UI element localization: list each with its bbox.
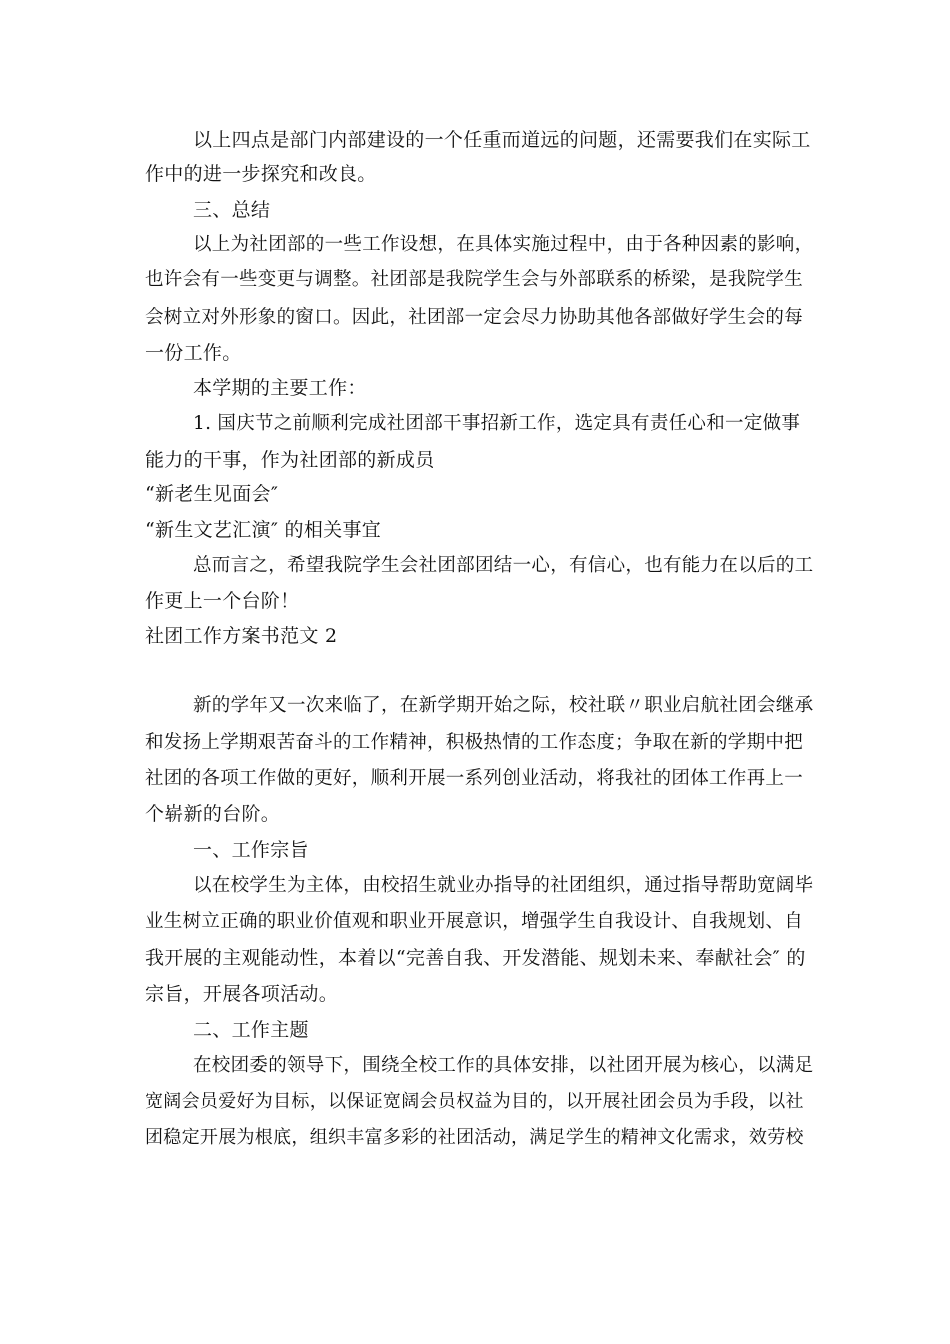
paragraph-line: 我开展的主观能动性，本着以“完善自我、开发潜能、规划未来、奉献社会″ 的 — [145, 947, 806, 969]
paragraph-line: 总而言之，希望我院学生会社团部团结一心，有信心，也有能力在以后的工 — [193, 555, 814, 576]
paragraph-line: 个崭新的台阶。 — [145, 803, 281, 825]
paragraph-line: 宽阔会员爱好为目标，以保证宽阔会员权益为目的，以开展社团会员为手段，以社 — [145, 1091, 804, 1112]
paragraph-line: 业生树立正确的职业价值观和职业开展意识，增强学生自我设计、自我规划、自 — [145, 911, 804, 932]
paragraph-line: 团稳定开展为根底，组织丰富多彩的社团活动，满足学生的精神文化需求，效劳校 — [145, 1127, 804, 1148]
paragraph-line: “新生文艺汇演″ 的相关事宜 — [145, 519, 382, 541]
paragraph-line: 作更上一个台阶！ — [145, 590, 300, 612]
paragraph-line: 能力的干事，作为社团部的新成员 — [145, 449, 435, 471]
paragraph-line: 新的学年又一次来临了，在新学期开始之际，校社联〃职业启航社团会继承 — [193, 695, 814, 716]
paragraph-line: 会树立对外形象的窗口。因此，社团部一定会尽力协助其他各部做好学生会的每 — [145, 307, 804, 328]
section-heading: 三、总结 — [193, 199, 271, 221]
paragraph-line: 宗旨，开展各项活动。 — [145, 983, 339, 1005]
paragraph-line: 一份工作。 — [145, 342, 242, 364]
paragraph-line: 以上为社团部的一些工作设想，在具体实施过程中，由于各种因素的影响， — [193, 234, 814, 255]
paragraph-line: “新老生见面会″ — [145, 483, 279, 505]
document-title: 社团工作方案书范文 2 — [145, 625, 338, 647]
paragraph-line: 以上四点是部门内部建设的一个任重而道远的问题，还需要我们在实际工 — [193, 129, 811, 151]
list-item: 1. 国庆节之前顺利完成社团部干事招新工作，选定具有责任心和一定做事 — [193, 413, 801, 434]
paragraph-line: 本学期的主要工作： — [193, 377, 367, 399]
paragraph-line: 以在校学生为主体，由校招生就业办指导的社团组织，通过指导帮助宽阔毕 — [193, 875, 814, 896]
section-heading: 一、工作宗旨 — [193, 839, 309, 861]
paragraph-line: 和发扬上学期艰苦奋斗的工作精神，积极热情的工作态度；争取在新的学期中把 — [145, 732, 804, 753]
paragraph-line: 作中的进一步探究和改良。 — [145, 163, 377, 185]
section-heading: 二、工作主题 — [193, 1019, 309, 1041]
paragraph-line: 也许会有一些变更与调整。社团部是我院学生会与外部联系的桥梁，是我院学生 — [145, 269, 804, 290]
paragraph-line: 在校团委的领导下，围绕全校工作的具体安排，以社团开展为核心，以满足 — [193, 1055, 814, 1076]
paragraph-line: 社团的各项工作做的更好，顺利开展一系列创业活动，将我社的团体工作再上一 — [145, 768, 804, 789]
